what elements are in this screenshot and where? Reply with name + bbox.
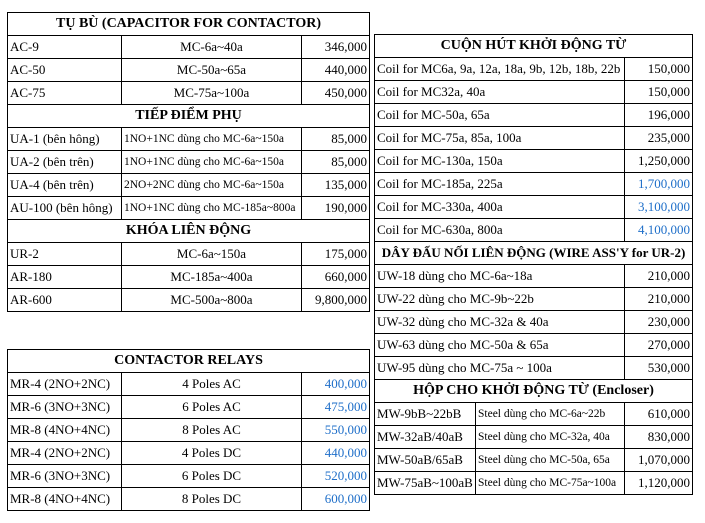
- table-row: [8, 396, 370, 419]
- item-desc: Coil for MC6a, 9a, 12a, 18a, 9b, 12b, 18b, 22b: [375, 58, 625, 81]
- table-row: [375, 449, 693, 472]
- item-code: UA-2 (bên trên): [8, 151, 122, 174]
- table-row: [375, 150, 693, 173]
- table-row: [8, 289, 370, 312]
- table-row: [375, 219, 693, 242]
- item-code: UA-4 (bên trên): [8, 174, 122, 197]
- item-price: 135,000: [302, 174, 370, 197]
- table-row: [8, 266, 370, 289]
- item-price: 400,000: [302, 373, 370, 396]
- item-price: 85,000: [302, 151, 370, 174]
- item-desc: Coil for MC-130a, 150a: [375, 150, 625, 173]
- left-price-table: [7, 12, 370, 312]
- item-price: 175,000: [302, 243, 370, 266]
- item-desc: 4 Poles DC: [122, 442, 302, 465]
- item-desc: Coil for MC-185a, 225a: [375, 173, 625, 196]
- item-price: 610,000: [625, 403, 693, 426]
- table-row: [8, 151, 370, 174]
- item-desc: 1NO+1NC dùng cho MC-6a~150a: [122, 151, 302, 174]
- table-row: [375, 81, 693, 104]
- item-price: 190,000: [302, 197, 370, 220]
- item-desc: Coil for MC-50a, 65a: [375, 104, 625, 127]
- item-desc: Steel dùng cho MC-32a, 40a: [476, 426, 625, 449]
- item-desc: 1NO+1NC dùng cho MC-185a~800a: [122, 197, 302, 220]
- item-price: 3,100,000: [625, 196, 693, 219]
- item-code: MR-8 (4NO+4NC): [8, 488, 122, 511]
- item-price: 475,000: [302, 396, 370, 419]
- item-code: AR-180: [8, 266, 122, 289]
- item-code: MW-32aB/40aB: [375, 426, 476, 449]
- item-desc: Steel dùng cho MC-75a~100a: [476, 472, 625, 495]
- item-price: 440,000: [302, 59, 370, 82]
- item-desc: Coil for MC-75a, 85a, 100a: [375, 127, 625, 150]
- item-desc: Steel dùng cho MC-50a, 65a: [476, 449, 625, 472]
- table-row: [375, 357, 693, 380]
- item-price: 660,000: [302, 266, 370, 289]
- table-row: [375, 127, 693, 150]
- item-price: 1,700,000: [625, 173, 693, 196]
- table-row: [8, 36, 370, 59]
- item-desc: MC-500a~800a: [122, 289, 302, 312]
- table-row: [8, 373, 370, 396]
- item-code: MW-50aB/65aB: [375, 449, 476, 472]
- item-price: 1,250,000: [625, 150, 693, 173]
- item-desc: MC-6a~40a: [122, 36, 302, 59]
- item-price: 1,070,000: [625, 449, 693, 472]
- item-code: MR-6 (3NO+3NC): [8, 465, 122, 488]
- table-row: [8, 197, 370, 220]
- item-code: MR-4 (2NO+2NC): [8, 373, 122, 396]
- interlock-title: KHÓA LIÊN ĐỘNG: [8, 220, 370, 243]
- item-code: MR-6 (3NO+3NC): [8, 396, 122, 419]
- item-desc: UW-18 dùng cho MC-6a~18a: [375, 265, 625, 288]
- table-row: [8, 128, 370, 151]
- item-price: 150,000: [625, 81, 693, 104]
- item-price: 530,000: [625, 357, 693, 380]
- table-row: [375, 173, 693, 196]
- item-code: MW-9bB~22bB: [375, 403, 476, 426]
- table-row: [8, 243, 370, 266]
- table-row: [375, 104, 693, 127]
- table-row: [8, 59, 370, 82]
- table-row: [375, 426, 693, 449]
- item-desc: 6 Poles DC: [122, 465, 302, 488]
- coil-title: CUỘN HÚT KHỞI ĐỘNG TỪ: [375, 35, 693, 58]
- item-price: 440,000: [302, 442, 370, 465]
- item-desc: 8 Poles AC: [122, 419, 302, 442]
- table-row: [375, 58, 693, 81]
- item-price: 450,000: [302, 82, 370, 105]
- item-code: AR-600: [8, 289, 122, 312]
- enclosure-title: HỘP CHO KHỞI ĐỘNG TỪ (Encloser): [375, 380, 693, 403]
- relays-title: CONTACTOR RELAYS: [8, 350, 370, 373]
- item-price: 196,000: [625, 104, 693, 127]
- table-row: [375, 472, 693, 495]
- item-desc: MC-75a~100a: [122, 82, 302, 105]
- item-desc: 1NO+1NC dùng cho MC-6a~150a: [122, 128, 302, 151]
- item-code: MW-75aB~100aB: [375, 472, 476, 495]
- item-price: 9,800,000: [302, 289, 370, 312]
- table-row: [375, 288, 693, 311]
- item-code: UR-2: [8, 243, 122, 266]
- item-code: MR-4 (2NO+2NC): [8, 442, 122, 465]
- item-desc: 6 Poles AC: [122, 396, 302, 419]
- right-price-table: [374, 34, 693, 495]
- item-price: 210,000: [625, 265, 693, 288]
- item-code: AU-100 (bên hông): [8, 197, 122, 220]
- item-price: 210,000: [625, 288, 693, 311]
- item-price: 550,000: [302, 419, 370, 442]
- item-desc: 2NO+2NC dùng cho MC-6a~150a: [122, 174, 302, 197]
- capacitor-title: TỤ BÙ (CAPACITOR FOR CONTACTOR): [8, 13, 370, 36]
- table-row: [8, 82, 370, 105]
- item-desc: 4 Poles AC: [122, 373, 302, 396]
- table-row: [375, 334, 693, 357]
- item-price: 4,100,000: [625, 219, 693, 242]
- item-code: AC-9: [8, 36, 122, 59]
- item-desc: Coil for MC32a, 40a: [375, 81, 625, 104]
- item-desc: Steel dùng cho MC-6a~22b: [476, 403, 625, 426]
- item-desc: UW-32 dùng cho MC-32a & 40a: [375, 311, 625, 334]
- table-row: [375, 196, 693, 219]
- item-desc: Coil for MC-330a, 400a: [375, 196, 625, 219]
- table-row: [375, 265, 693, 288]
- item-code: MR-8 (4NO+4NC): [8, 419, 122, 442]
- item-price: 230,000: [625, 311, 693, 334]
- item-desc: MC-50a~65a: [122, 59, 302, 82]
- table-row: [8, 442, 370, 465]
- item-code: UA-1 (bên hông): [8, 128, 122, 151]
- item-desc: UW-63 dùng cho MC-50a & 65a: [375, 334, 625, 357]
- item-desc: MC-185a~400a: [122, 266, 302, 289]
- item-price: 520,000: [302, 465, 370, 488]
- item-desc: MC-6a~150a: [122, 243, 302, 266]
- item-code: AC-50: [8, 59, 122, 82]
- item-desc: Coil for MC-630a, 800a: [375, 219, 625, 242]
- table-row: [8, 174, 370, 197]
- relays-price-table: [7, 349, 370, 511]
- item-price: 85,000: [302, 128, 370, 151]
- table-row: [375, 311, 693, 334]
- item-price: 830,000: [625, 426, 693, 449]
- aux-contact-title: TIẾP ĐIỂM PHỤ: [8, 105, 370, 128]
- item-price: 1,120,000: [625, 472, 693, 495]
- table-row: [8, 465, 370, 488]
- item-desc: 8 Poles DC: [122, 488, 302, 511]
- wire-title: DÂY ĐẤU NỐI LIÊN ĐỘNG (WIRE ASS'Y for UR-2): [375, 242, 693, 265]
- item-price: 346,000: [302, 36, 370, 59]
- table-row: [8, 419, 370, 442]
- item-code: AC-75: [8, 82, 122, 105]
- item-price: 270,000: [625, 334, 693, 357]
- item-price: 235,000: [625, 127, 693, 150]
- table-row: [375, 403, 693, 426]
- item-price: 150,000: [625, 58, 693, 81]
- table-row: [8, 488, 370, 511]
- item-desc: UW-95 dùng cho MC-75a ~ 100a: [375, 357, 625, 380]
- item-price: 600,000: [302, 488, 370, 511]
- item-desc: UW-22 dùng cho MC-9b~22b: [375, 288, 625, 311]
